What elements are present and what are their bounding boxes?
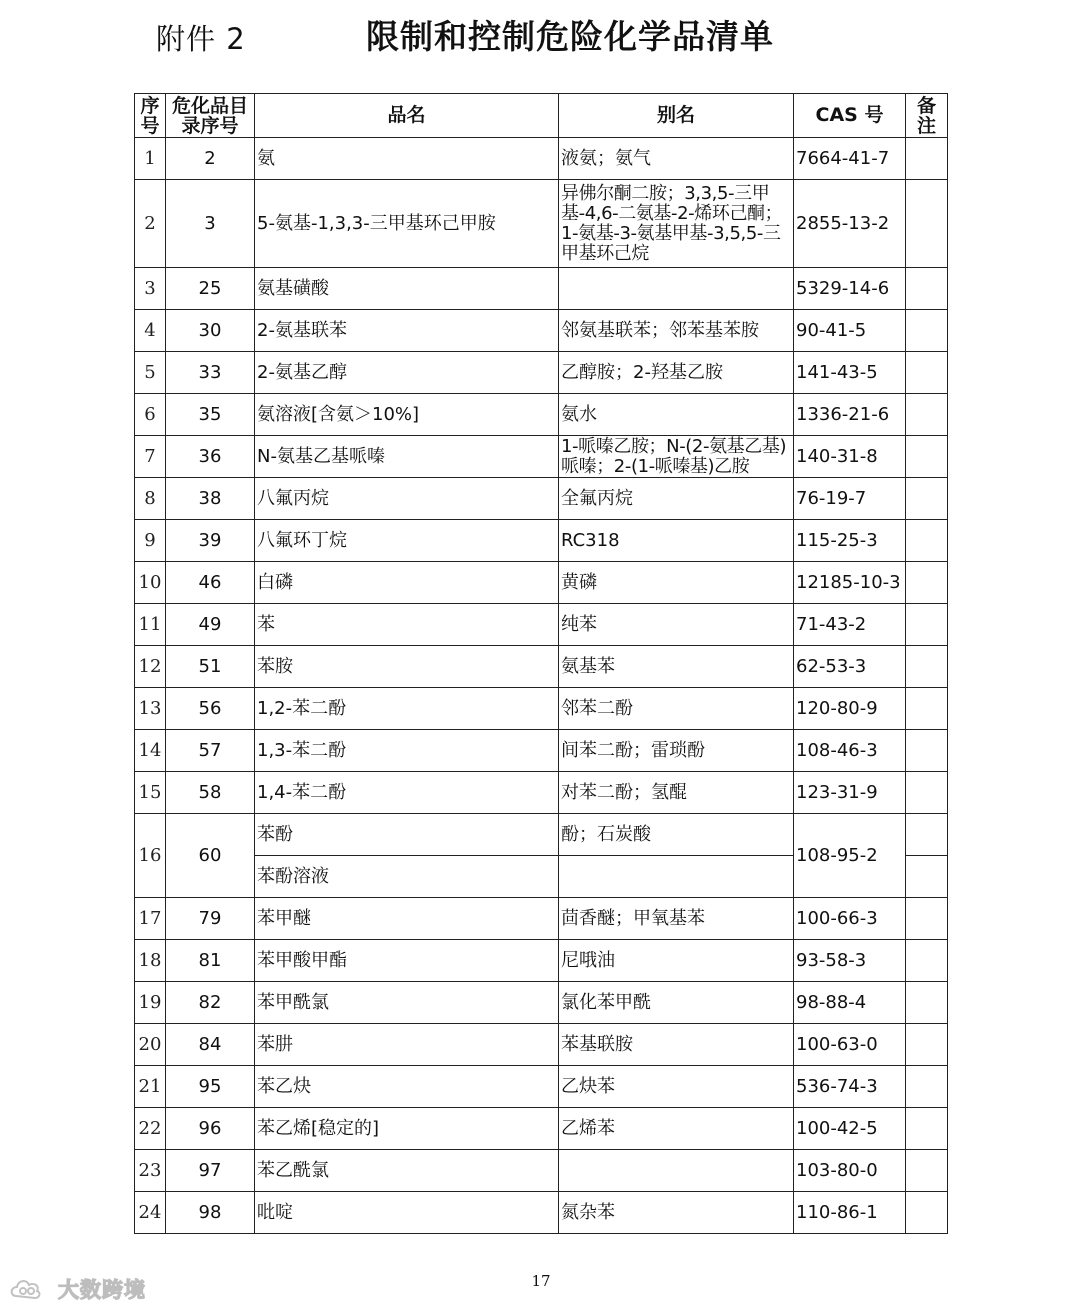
table-row — [135, 352, 948, 394]
header-name: 品名 — [255, 94, 559, 138]
row-note — [906, 1066, 948, 1108]
table-row — [135, 730, 948, 772]
row-seq: 20 — [135, 1024, 166, 1066]
row-seq: 18 — [135, 940, 166, 982]
row-name: 苯肼 — [255, 1024, 559, 1066]
row-name: 八氟环丁烷 — [255, 520, 559, 562]
row-name: 八氟丙烷 — [255, 478, 559, 520]
row-cas: 140-31-8 — [794, 436, 906, 478]
row-catalog: 49 — [166, 604, 255, 646]
row-name: 苯酚 — [255, 814, 559, 856]
row-alias — [559, 1150, 794, 1192]
row-seq: 19 — [135, 982, 166, 1024]
row-name: 苯胺 — [255, 646, 559, 688]
row-alias: 氨基苯 — [559, 646, 794, 688]
row-seq: 9 — [135, 520, 166, 562]
row-note — [906, 562, 948, 604]
row-note — [906, 982, 948, 1024]
page-title: 限制和控制危险化学品清单 — [366, 17, 774, 56]
row-note — [906, 1192, 948, 1234]
row-name: 氨 — [255, 138, 559, 180]
table-row — [135, 1108, 948, 1150]
table-row — [135, 520, 948, 562]
row-note — [906, 898, 948, 940]
row-catalog: 33 — [166, 352, 255, 394]
row-catalog: 58 — [166, 772, 255, 814]
table-row — [135, 1150, 948, 1192]
row-seq: 1 — [135, 138, 166, 180]
row-alias: 苯基联胺 — [559, 1024, 794, 1066]
row-note — [906, 646, 948, 688]
row-note — [906, 856, 948, 898]
row-catalog: 35 — [166, 394, 255, 436]
table-row — [135, 814, 948, 856]
row-alias: 邻苯二酚 — [559, 688, 794, 730]
cloud-logo-icon — [8, 1274, 52, 1304]
row-seq: 23 — [135, 1150, 166, 1192]
row-catalog: 46 — [166, 562, 255, 604]
row-seq: 14 — [135, 730, 166, 772]
row-cas: 141-43-5 — [794, 352, 906, 394]
table-row — [135, 562, 948, 604]
table-row — [135, 940, 948, 982]
row-seq: 24 — [135, 1192, 166, 1234]
row-alias: 纯苯 — [559, 604, 794, 646]
row-seq: 11 — [135, 604, 166, 646]
table-row — [135, 436, 948, 478]
row-note — [906, 180, 948, 268]
row-cas: 115-25-3 — [794, 520, 906, 562]
table-header-row — [135, 94, 948, 138]
table-row — [135, 982, 948, 1024]
row-cas: 90-41-5 — [794, 310, 906, 352]
row-alias: 乙醇胺；2-羟基乙胺 — [559, 352, 794, 394]
row-name: 2-氨基乙醇 — [255, 352, 559, 394]
row-catalog: 51 — [166, 646, 255, 688]
row-cas: 2855-13-2 — [794, 180, 906, 268]
row-cas: 110-86-1 — [794, 1192, 906, 1234]
row-cas: 100-66-3 — [794, 898, 906, 940]
row-seq: 6 — [135, 394, 166, 436]
row-name: 苯乙炔 — [255, 1066, 559, 1108]
row-note — [906, 520, 948, 562]
row-catalog: 36 — [166, 436, 255, 478]
table-row — [135, 1066, 948, 1108]
row-note — [906, 730, 948, 772]
row-catalog: 25 — [166, 268, 255, 310]
row-note — [906, 1150, 948, 1192]
row-cas: 7664-41-7 — [794, 138, 906, 180]
table-row — [135, 138, 948, 180]
row-name: 苯甲酰氯 — [255, 982, 559, 1024]
row-name: 苯 — [255, 604, 559, 646]
row-note — [906, 436, 948, 478]
row-note — [906, 268, 948, 310]
row-name: 苯乙烯[稳定的] — [255, 1108, 559, 1150]
attachment-label: 附件 2 — [156, 22, 246, 56]
row-cas: 1336-21-6 — [794, 394, 906, 436]
row-note — [906, 478, 948, 520]
row-alias: 氨水 — [559, 394, 794, 436]
row-catalog: 82 — [166, 982, 255, 1024]
row-name: 苯甲酸甲酯 — [255, 940, 559, 982]
row-name: 氨基磺酸 — [255, 268, 559, 310]
row-cas: 108-46-3 — [794, 730, 906, 772]
row-alias — [559, 856, 794, 898]
row-alias: 黄磷 — [559, 562, 794, 604]
row-alias: RC318 — [559, 520, 794, 562]
row-seq: 15 — [135, 772, 166, 814]
header-note: 备注 — [906, 94, 948, 138]
row-alias — [559, 268, 794, 310]
table-row — [135, 688, 948, 730]
table-row — [135, 646, 948, 688]
row-catalog: 81 — [166, 940, 255, 982]
row-alias: 乙炔苯 — [559, 1066, 794, 1108]
row-catalog: 56 — [166, 688, 255, 730]
row-seq: 10 — [135, 562, 166, 604]
row-name: 白磷 — [255, 562, 559, 604]
watermark-text: 大数跨境 — [58, 1278, 146, 1302]
row-name: 5-氨基-1,3,3-三甲基环己甲胺 — [255, 180, 559, 268]
row-cas: 93-58-3 — [794, 940, 906, 982]
row-cas: 100-42-5 — [794, 1108, 906, 1150]
row-cas: 62-53-3 — [794, 646, 906, 688]
row-catalog: 57 — [166, 730, 255, 772]
row-catalog: 3 — [166, 180, 255, 268]
row-name: 苯乙酰氯 — [255, 1150, 559, 1192]
row-catalog: 2 — [166, 138, 255, 180]
row-cas: 108-95-2 — [794, 814, 906, 898]
row-seq: 2 — [135, 180, 166, 268]
row-name: 吡啶 — [255, 1192, 559, 1234]
row-seq: 22 — [135, 1108, 166, 1150]
row-catalog: 84 — [166, 1024, 255, 1066]
row-catalog: 38 — [166, 478, 255, 520]
table-row — [135, 1192, 948, 1234]
header-seq: 序号 — [135, 94, 166, 138]
row-alias: 液氨；氨气 — [559, 138, 794, 180]
row-seq: 4 — [135, 310, 166, 352]
table-row — [135, 310, 948, 352]
row-alias: 1-哌嗪乙胺；N-(2-氨基乙基)哌嗪；2-(1-哌嗪基)乙胺 — [559, 436, 794, 478]
row-name: N-氨基乙基哌嗪 — [255, 436, 559, 478]
row-name: 2-氨基联苯 — [255, 310, 559, 352]
table-row — [135, 898, 948, 940]
row-name: 苯酚溶液 — [255, 856, 559, 898]
row-note — [906, 814, 948, 856]
table-row — [135, 394, 948, 436]
row-alias: 氯化苯甲酰 — [559, 982, 794, 1024]
watermark — [8, 1272, 146, 1306]
row-note — [906, 940, 948, 982]
row-name: 1,4-苯二酚 — [255, 772, 559, 814]
row-note — [906, 772, 948, 814]
page-number: 17 — [531, 1272, 551, 1290]
row-name: 1,3-苯二酚 — [255, 730, 559, 772]
row-seq: 17 — [135, 898, 166, 940]
row-catalog: 79 — [166, 898, 255, 940]
row-seq: 12 — [135, 646, 166, 688]
row-note — [906, 1024, 948, 1066]
row-seq: 3 — [135, 268, 166, 310]
row-cas: 98-88-4 — [794, 982, 906, 1024]
row-alias: 异佛尔酮二胺；3,3,5-三甲基-4,6-二氨基-2-烯环己酮；1-氨基-3-氨基甲基-3,5,5-三甲基环己烷 — [559, 180, 794, 268]
header-alias: 别名 — [559, 94, 794, 138]
row-note — [906, 1108, 948, 1150]
chemical-list-table — [134, 93, 948, 1234]
row-seq: 8 — [135, 478, 166, 520]
row-catalog: 95 — [166, 1066, 255, 1108]
row-alias: 尼哦油 — [559, 940, 794, 982]
row-alias: 邻氨基联苯；邻苯基苯胺 — [559, 310, 794, 352]
row-catalog: 98 — [166, 1192, 255, 1234]
row-alias: 全氟丙烷 — [559, 478, 794, 520]
row-catalog: 97 — [166, 1150, 255, 1192]
table-row — [135, 180, 948, 268]
row-seq: 7 — [135, 436, 166, 478]
header-catalog: 危化品目录序号 — [166, 94, 255, 138]
table-row — [135, 772, 948, 814]
row-seq: 13 — [135, 688, 166, 730]
row-alias: 间苯二酚；雷琐酚 — [559, 730, 794, 772]
row-cas: 76-19-7 — [794, 478, 906, 520]
row-cas: 123-31-9 — [794, 772, 906, 814]
row-catalog: 96 — [166, 1108, 255, 1150]
row-seq: 21 — [135, 1066, 166, 1108]
table-row — [135, 478, 948, 520]
row-cas: 71-43-2 — [794, 604, 906, 646]
row-seq: 5 — [135, 352, 166, 394]
row-alias: 乙烯苯 — [559, 1108, 794, 1150]
row-cas: 120-80-9 — [794, 688, 906, 730]
row-alias: 对苯二酚；氢醌 — [559, 772, 794, 814]
row-cas: 100-63-0 — [794, 1024, 906, 1066]
row-seq: 16 — [135, 814, 166, 898]
row-cas: 103-80-0 — [794, 1150, 906, 1192]
row-name: 氨溶液[含氨＞10%] — [255, 394, 559, 436]
table-row — [135, 1024, 948, 1066]
row-cas: 5329-14-6 — [794, 268, 906, 310]
row-alias: 氮杂苯 — [559, 1192, 794, 1234]
row-note — [906, 688, 948, 730]
row-cas: 536-74-3 — [794, 1066, 906, 1108]
row-name: 苯甲醚 — [255, 898, 559, 940]
row-alias: 茴香醚；甲氧基苯 — [559, 898, 794, 940]
row-note — [906, 352, 948, 394]
row-catalog: 60 — [166, 814, 255, 898]
row-alias: 酚；石炭酸 — [559, 814, 794, 856]
row-note — [906, 394, 948, 436]
header-cas: CAS 号 — [794, 94, 906, 138]
row-catalog: 39 — [166, 520, 255, 562]
row-note — [906, 310, 948, 352]
row-note — [906, 138, 948, 180]
row-cas: 12185-10-3 — [794, 562, 906, 604]
row-note — [906, 604, 948, 646]
row-name: 1,2-苯二酚 — [255, 688, 559, 730]
table-row — [135, 604, 948, 646]
table-row — [135, 268, 948, 310]
row-catalog: 30 — [166, 310, 255, 352]
